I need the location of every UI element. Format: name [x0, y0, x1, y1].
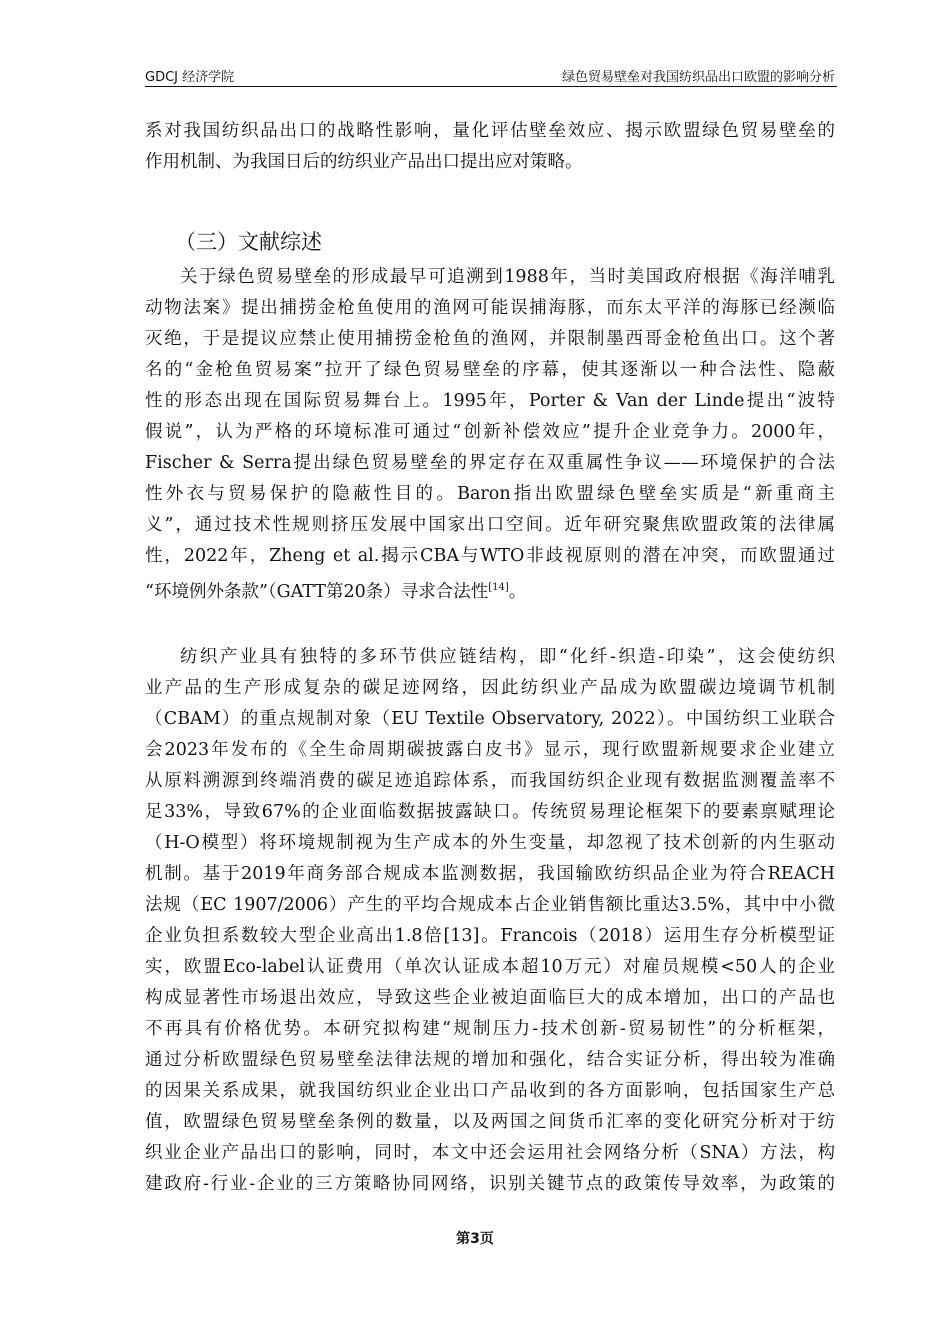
text-line: “环境例外条款”（GATT第20条）寻求合法性[14]。 [145, 581, 527, 602]
sentence-end: 。 [508, 581, 527, 602]
text-line: 不再具有价格优势。本研究拟构建“规制压力-技术创新-贸易韧性”的分析框架， [145, 1019, 835, 1039]
header-rule [145, 86, 837, 87]
literature-paragraph-2 [145, 642, 835, 1200]
text-line: 织业企业产品出口的影响，同时，本文中还会运用社会网络分析（SNA）方法，构 [145, 1143, 835, 1163]
text-line: 关于绿色贸易壁垒的形成最早可追溯到1988年，当时美国政府根据《海洋哺乳 [180, 267, 835, 287]
page-number: 第3页 [456, 1231, 494, 1247]
text-line: 动物法案》提出捕捞金枪鱼使用的渔网可能误捕海豚，而东太平洋的海豚已经濒临 [145, 298, 835, 318]
running-header [145, 66, 835, 86]
intro-paragraph [145, 116, 835, 178]
text-line: 企业负担系数较大型企业高出1.8倍[13]。Francois（2018）运用生存分析模型证 [145, 926, 835, 946]
section-heading: （三）文献综述 [175, 230, 322, 254]
text-line: 实，欧盟Eco-label认证费用（单次认证成本超10万元）对雇员规模<50人的企业 [145, 957, 835, 977]
text-line: 的因果关系成果，就我国纺织业企业出口产品收到的各方面影响，包括国家生产总 [145, 1081, 835, 1101]
text-line: 假说”，认为严格的环境标准可通过“创新补偿效应”提升企业竞争力。2000年， [145, 422, 835, 442]
text-line: 会2023年发布的《全生命周期碳披露白皮书》显示，现行欧盟新规要求企业建立 [145, 740, 835, 760]
text-line: Fischer & Serra提出绿色贸易壁垒的界定存在双重属性争议——环境保护的合法 [145, 453, 835, 473]
text-line: 建政府-行业-企业的三方策略协同网络，识别关键节点的政策传导效率，为政策的 [145, 1174, 835, 1194]
text-line: （H-O模型）将环境规制视为生产成本的外生变量，却忽视了技术创新的内生驱动 [145, 833, 835, 853]
text-line: 从原料溯源到终端消费的碳足迹追踪体系，而我国纺织企业现有数据监测覆盖率不 [145, 771, 835, 791]
text-line: 性的形态出现在国际贸易舞台上。1995年，Porter & Van der Linde提出“波特 [145, 391, 835, 411]
text-line: 义”，通过技术性规则挤压发展中国家出口空间。近年研究聚焦欧盟政策的法律属 [145, 515, 835, 535]
text-line: 机制。基于2019年商务部合规成本监测数据，我国输欧纺织品企业为符合REACH [145, 864, 835, 884]
text-line: 足33%，导致67%的企业面临数据披露缺口。传统贸易理论框架下的要素禀赋理论 [145, 802, 835, 822]
text-line: 纺织产业具有独特的多环节供应链结构，即“化纤-织造-印染”，这会使纺织 [180, 647, 835, 667]
text-line: 性，2022年，Zheng et al.揭示CBA与WTO非歧视原则的潜在冲突，而欧盟通过 [145, 546, 835, 566]
text-line: 通过分析欧盟绿色贸易壁垒法律法规的增加和强化，结合实证分析，得出较为准确 [145, 1050, 835, 1070]
citation-ref: [14] [488, 582, 509, 593]
text-line: 业产品的生产形成复杂的碳足迹网络，因此纺织业产品成为欧盟碳边境调节机制 [145, 678, 835, 698]
literature-paragraph-1 [145, 262, 835, 603]
text-line: 名的“金枪鱼贸易案”拉开了绿色贸易壁垒的序幕，使其逐渐以一种合法性、隐蔽 [145, 360, 835, 380]
text-line: 系对我国纺织品出口的战略性影响，量化评估壁垒效应、揭示欧盟绿色贸易壁垒的 [145, 121, 835, 141]
text-line: 灭绝，于是提议应禁止使用捕捞金枪鱼的渔网，并限制墨西哥金枪鱼出口。这个著 [145, 329, 835, 349]
text-line: 法规（EC 1907/2006）产生的平均合规成本占企业销售额比重达3.5%，其中中小微 [145, 895, 835, 915]
text-line: 性外衣与贸易保护的隐蔽性目的。Baron指出欧盟绿色壁垒实质是“新重商主 [145, 484, 835, 504]
text-line: 值，欧盟绿色贸易壁垒条例的数量，以及两国之间货币汇率的变化研究分析对于纺 [145, 1112, 835, 1132]
text-line: 作用机制、为我国日后的纺织业产品出口提出应对策略。 [145, 152, 583, 172]
text-line: （CBAM）的重点规制对象（EU Textile Observatory, 2022）。中国纺织工业联合 [145, 709, 835, 729]
text-line: 构成显著性市场退出效应，导致这些企业被迫面临巨大的成本增加，出口的产品也 [145, 988, 835, 1008]
header-institution: GDCJ 经济学院 [145, 70, 235, 85]
header-title: 绿色贸易壁垒对我国纺织品出口欧盟的影响分析 [561, 70, 835, 85]
